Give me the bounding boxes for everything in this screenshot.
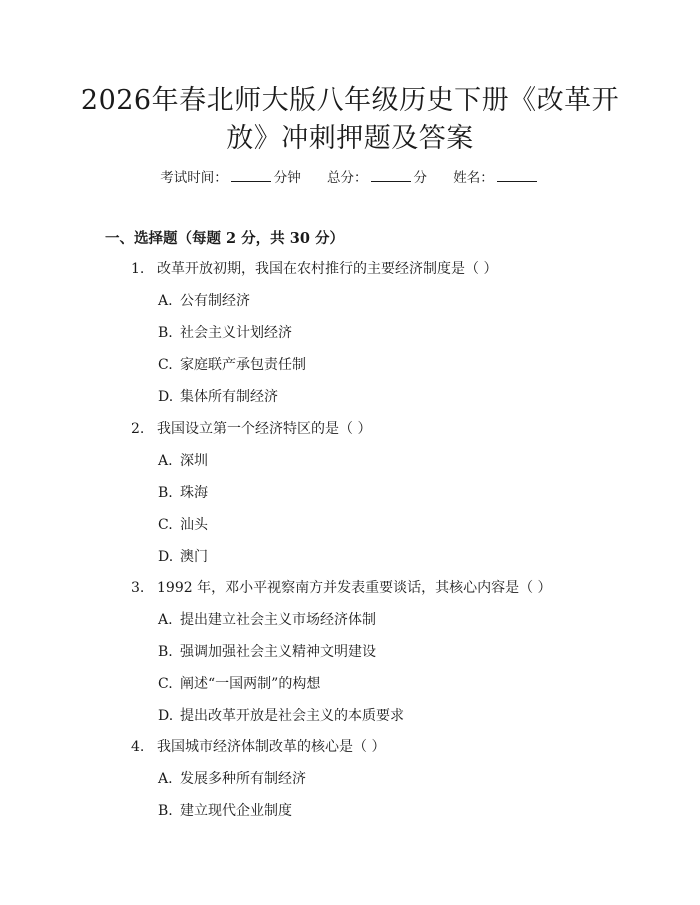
question-stem: 改革开放初期，我国在农村推行的主要经济制度是（ ） [157, 261, 498, 277]
question-2-option-b [158, 483, 208, 503]
question-stem: 我国设立第一个经济特区的是（ ） [157, 421, 372, 437]
option-letter: A. [158, 771, 173, 787]
exam-time-label: 考试时间： [160, 170, 228, 186]
total-score-label: 总分： [327, 170, 368, 186]
question-3-option-b [158, 642, 376, 662]
question-1-option-b [158, 323, 292, 343]
question-stem: 1992 年，邓小平视察南方并发表重要谈话，其核心内容是（ ） [157, 580, 552, 596]
question-3-option-c [158, 674, 320, 694]
option-letter: C. [158, 676, 173, 692]
question-4-option-b [158, 801, 292, 821]
option-text: 汕头 [180, 517, 208, 533]
option-text: 深圳 [180, 453, 208, 469]
total-score-field [327, 168, 427, 188]
question-number: 4. [131, 739, 145, 755]
student-name-blank[interactable] [497, 169, 537, 182]
question-number: 3. [131, 580, 145, 596]
student-name-field [453, 168, 540, 188]
question-1-option-c [158, 355, 306, 375]
option-text: 阐述“一国两制”的构想 [180, 676, 321, 692]
question-1-option-d [158, 387, 278, 407]
option-text: 珠海 [180, 485, 208, 501]
question-4 [131, 737, 385, 757]
option-text: 公有制经济 [180, 293, 250, 309]
question-number: 2. [131, 421, 145, 437]
question-3 [131, 578, 552, 598]
option-letter: B. [158, 325, 173, 341]
question-1 [131, 259, 497, 279]
student-name-label: 姓名： [453, 170, 494, 186]
option-text: 强调加强社会主义精神文明建设 [180, 644, 376, 660]
question-3-option-a [158, 610, 376, 630]
question-number: 1. [131, 261, 145, 277]
option-text: 发展多种所有制经济 [180, 771, 306, 787]
option-text: 家庭联产承包责任制 [180, 357, 306, 373]
exam-info-line [0, 168, 700, 188]
question-2-option-a [158, 451, 208, 471]
exam-time-blank[interactable] [231, 169, 271, 182]
option-text: 澳门 [180, 549, 208, 565]
question-3-option-d [158, 706, 404, 726]
option-text: 集体所有制经济 [180, 389, 278, 405]
question-4-option-a [158, 769, 306, 789]
option-letter: B. [158, 803, 173, 819]
option-letter: D. [158, 549, 174, 565]
document-title-line-2: 放》冲刺押题及答案 [226, 123, 474, 154]
question-2-option-d [158, 547, 208, 567]
section-heading-multiple-choice: 一、选择题（每题 2 分，共 30 分） [105, 230, 344, 247]
option-text: 社会主义计划经济 [180, 325, 292, 341]
option-letter: D. [158, 389, 174, 405]
option-letter: A. [158, 453, 173, 469]
question-1-option-a [158, 291, 250, 311]
option-letter: B. [158, 644, 173, 660]
option-text: 建立现代企业制度 [180, 803, 292, 819]
question-2-option-c [158, 515, 208, 535]
option-letter: D. [158, 708, 174, 724]
total-score-blank[interactable] [371, 169, 411, 182]
option-letter: B. [158, 485, 173, 501]
option-letter: C. [158, 357, 173, 373]
total-score-unit: 分 [413, 170, 427, 186]
option-letter: A. [158, 293, 173, 309]
exam-time-field [160, 168, 301, 188]
option-text: 提出建立社会主义市场经济体制 [180, 612, 376, 628]
option-letter: A. [158, 612, 173, 628]
document-title-line-1: 2026年春北师大版八年级历史下册《改革开 [80, 85, 620, 116]
option-text: 提出改革开放是社会主义的本质要求 [180, 708, 404, 724]
option-letter: C. [158, 517, 173, 533]
question-2 [131, 419, 371, 439]
question-stem: 我国城市经济体制改革的核心是（ ） [157, 739, 386, 755]
exam-time-unit: 分钟 [273, 170, 301, 186]
